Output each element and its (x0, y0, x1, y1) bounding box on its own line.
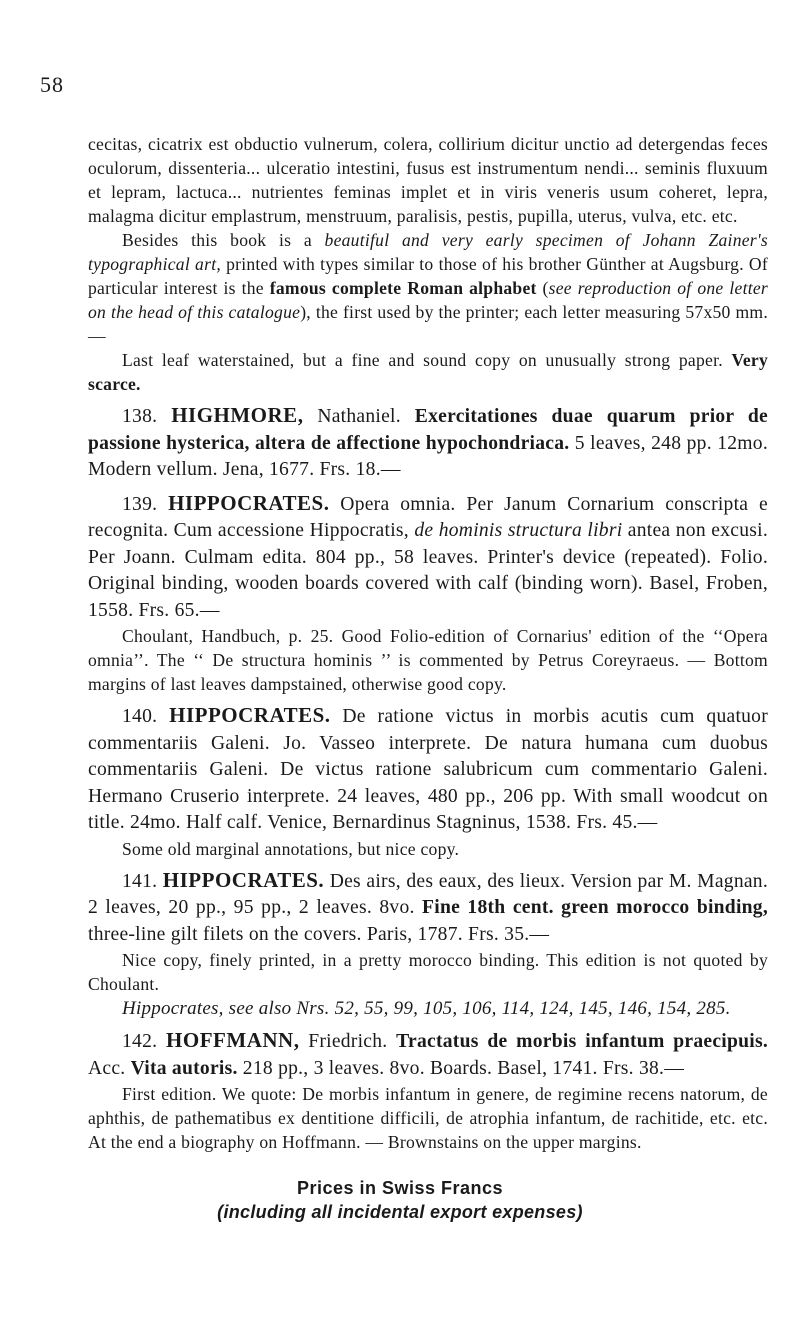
entry-138-title: Exercitationes duae quarum prior de passione hysterica, altera de affectione hypochondriaca. (88, 406, 769, 454)
entry-138-price: Frs. 18.— (319, 459, 401, 480)
entry-137-condition: Last leaf waterstained, but a fine and sound copy on unusually strong paper. Very scarce. (88, 350, 768, 394)
entry-139-author: HIPPOCRATES. (168, 490, 330, 515)
entry-138: 138. HIGHMORE, Nathaniel. Exercitationes duae quarum prior de passione hysterica, altera de affectione hypochondriaca. 5 leaves, 248 pp. 12mo. Modern vellum. Jena, 1677. Frs. 18.— (88, 403, 769, 480)
entry-138-author: HIGHMORE, (171, 403, 304, 427)
entry-137-continuation: cecitas, cicatrix est obductio vulnerum, colera, collirium dicitur unctio ad detergendas feces oculorum, dissenteria... ulceratio intestini, fusus est instrumentum nendi... seminis fluxuum et lepram, lactuca... nutrientes feminas implet et in viris veneris usum coheret, lepra, malagma dicitur emplastrum, menstruum, paralisis, pestis, pupilla, uterus, vulva, etc. etc. (88, 134, 768, 226)
entry-142-title: Tractatus de morbis infantum praecipuis. (396, 1031, 768, 1052)
page-number: 58 (40, 72, 64, 97)
entry-140-note: Some old marginal annotations, but nice copy. (122, 838, 460, 859)
entry-142-price: Frs. 38.— (602, 1057, 685, 1079)
entry-141: 141. HIPPOCRATES. Des airs, des eaux, des lieux. Version par M. Magnan. 2 leaves, 20 pp., 95 pp., 2 leaves. 8vo. Fine 18th cent. green morocco binding, three-line gilt filets on the covers. Paris, 1787. Frs. 35.— (88, 867, 769, 945)
entry-142-author: HOFFMANN, (166, 1028, 300, 1052)
entry-140: 140. HIPPOCRATES. De ratione victus in morbis acutis cum quatuor commentariis Galeni. Jo. Vasseo interprete. De natura humana cum duobus commentariis Galeni. De victus ratione salubricum cum commentario Galeni. Hermano Cruserio interprete. 24 leaves, 480 pp., 206 pp. With small woodcut on title. 24mo. Half calf. Venice, Bernardinus Stagninus, 1538. Frs. 45.— (88, 703, 769, 833)
footer-prices-note: Prices in Swiss Francs (296, 1178, 504, 1198)
footer-expenses-note: (including all incidental export expenses) (217, 1202, 583, 1222)
entry-137-description: Besides this book is a beautiful and very early specimen of Johann Zainer's typographical art, printed with types similar to those of his brother Günther at Augsburg. Of particular interest is the famous complete Roman alphabet (see reproduction of one letter on the head of this catalogue), the first used by the printer; each letter measuring 57x50 mm. — (88, 230, 769, 346)
entry-142: 142. HOFFMANN, Friedrich. Tractatus de morbis infantum praecipuis. Acc. Vita autoris. 218 pp., 3 leaves. 8vo. Boards. Basel, 1741. Frs. 38.— (88, 1028, 768, 1079)
entry-141-note: Nice copy, finely printed, in a pretty morocco binding. This edition is not quoted by Choulant. (88, 950, 768, 994)
entry-140-price: Frs. 45.— (576, 812, 658, 833)
entry-141-price: Frs. 35.— (468, 923, 550, 945)
entry-142-note: First edition. We quote: De morbis infantum in genere, de regimine recens natorum, de aphthis, de pathematibus ex dentitione difficili, de atrophia infantum, de rachitide, etc. etc. At the end a biography on Hoffmann. — Brownstains on the upper margins. (88, 1084, 768, 1152)
entry-141-author: HIPPOCRATES. (162, 867, 325, 892)
catalogue-text (88, 132, 768, 1154)
entry-139-note: Choulant, Handbuch, p. 25. Good Folio-edition of Cornarius' edition of the ‘‘Opera omnia’’. The ‘‘ De structura hominis ’’ is commented by Petrus Coreyraeus. — Bottom margins of last leaves dampstained, otherwise good copy. (88, 626, 768, 694)
entry-139-price: Frs. 65.— (138, 599, 220, 621)
entry-140-author: HIPPOCRATES. (169, 703, 331, 727)
entry-141-cross-reference: Hippocrates, see also Nrs. 52, 55, 99, 105, 106, 114, 124, 145, 146, 154, 285. (122, 998, 731, 1019)
entry-139: 139. HIPPOCRATES. Opera omnia. Per Janum Cornarium conscripta e recognita. Cum accessione Hippocratis, de hominis structura libri antea non excusi. Per Joann. Culmam edita. 804 pp., 58 leaves. Printer's device (repeated). Folio. Original binding, wooden boards covered with calf (binding worn). Basel, Froben, 1558. Frs. 65.— (88, 490, 768, 621)
